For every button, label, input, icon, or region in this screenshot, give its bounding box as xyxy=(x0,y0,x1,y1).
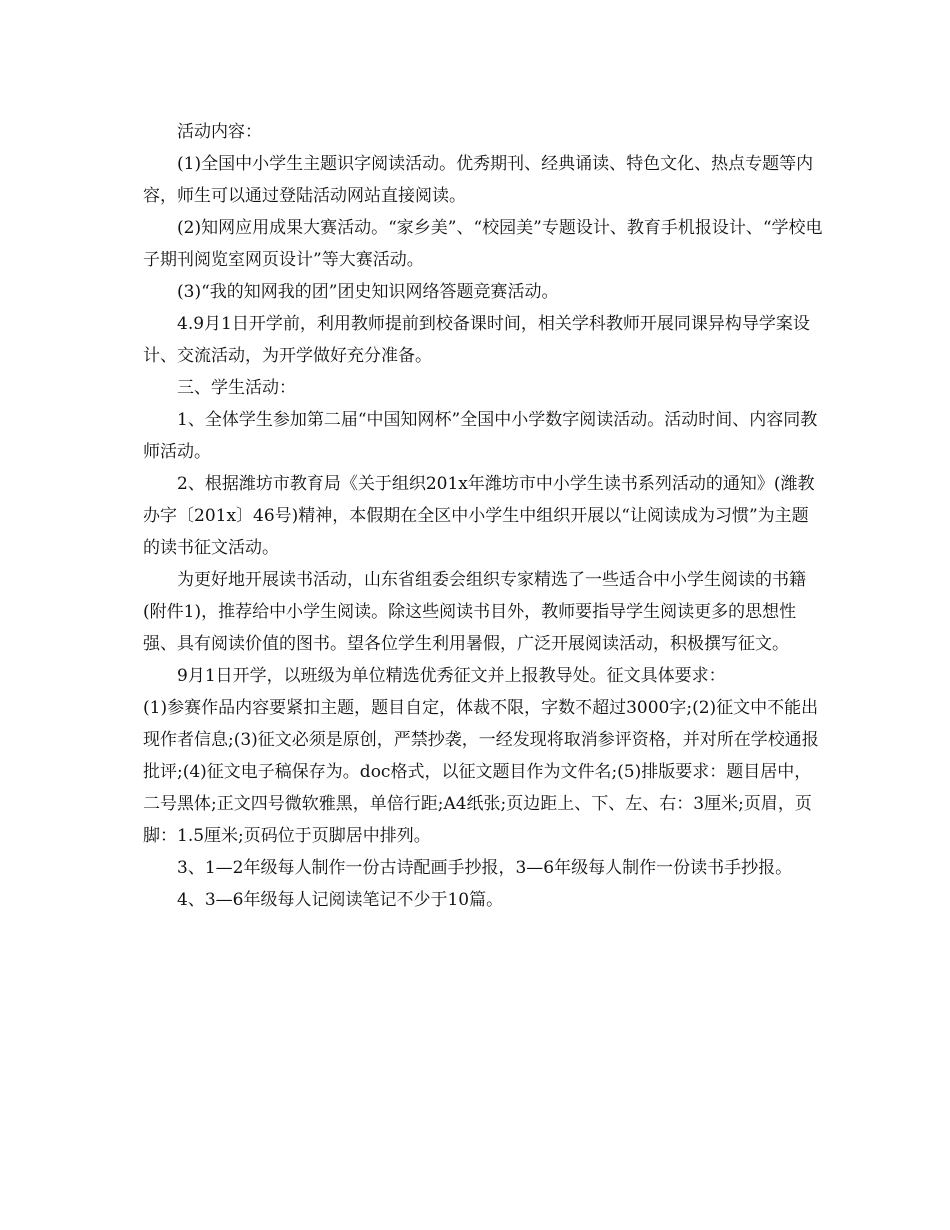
paragraph-student-4: 4、3—6年级每人记阅读笔记不少于10篇。 xyxy=(177,890,504,910)
document-body xyxy=(143,116,823,916)
paragraph-essay-requirements: (1)参赛作品内容要紧扣主题，题目自定，体裁不限，字数不超过3000字;(2)征文中不能出现作者信息;(3)征文必须是原创，严禁抄袭，一经发现将取消参评资格，并对所在学校通报批评;(4)征文电子稿保存为。doc格式，以征文题目作为文件名;(5)排版要求：题目居中，二号黑体;正文四号微软雅黑，单倍行距;A4纸张;页边距上、下、左、右：3厘米;页眉，页脚：1.5厘米;页码位于页脚居中排列。 xyxy=(143,698,819,846)
paragraph-item-2: (2)知网应用成果大赛活动。“家乡美”、“校园美”专题设计、教育手机报设计、“学校电子期刊阅览室网页设计”等大赛活动。 xyxy=(143,218,823,270)
paragraph-teacher-prep: 4.9月1日开学前，利用教师提前到校备课时间，相关学科教师开展同课异构导学案设计、交流活动，为开学做好充分准备。 xyxy=(143,314,810,366)
paragraph-student-2: 2、根据潍坊市教育局《关于组织201x年潍坊市中小学生读书系列活动的通知》(潍教办字〔201x〕46号)精神，本假期在全区中小学生中组织开展以“让阅读成为习惯”为主题的读书征文活动。 xyxy=(143,474,815,558)
paragraph-reading-books: 为更好地开展读书活动，山东省组委会组织专家精选了一些适合中小学生阅读的书籍(附件1)，推荐给中小学生阅读。除这些阅读书目外，教师要指导学生阅读更多的思想性强、具有阅读价值的图书。望各位学生利用暑假，广泛开展阅读活动，积极撰写征文。 xyxy=(143,570,806,654)
paragraph-item-1: (1)全国中小学生主题识字阅读活动。优秀期刊、经典诵读、特色文化、热点专题等内容，师生可以通过登陆活动网站直接阅读。 xyxy=(143,154,814,206)
paragraph-student-1: 1、全体学生参加第二届“中国知网杯”全国中小学数字阅读活动。活动时间、内容同教师活动。 xyxy=(143,410,818,462)
section-heading-student-activities: 三、学生活动： xyxy=(177,378,296,398)
paragraph-student-3: 3、1—2年级每人制作一份古诗配画手抄报，3—6年级每人制作一份读书手抄报。 xyxy=(177,858,793,878)
paragraph-item-3: (3)“我的知网我的团”团史知识网络答题竞赛活动。 xyxy=(177,282,559,302)
paragraph-activity-content-heading: 活动内容： xyxy=(177,122,262,142)
paragraph-essay-submission: 9月1日开学，以班级为单位精选优秀征文并上报教导处。征文具体要求： xyxy=(177,666,726,686)
